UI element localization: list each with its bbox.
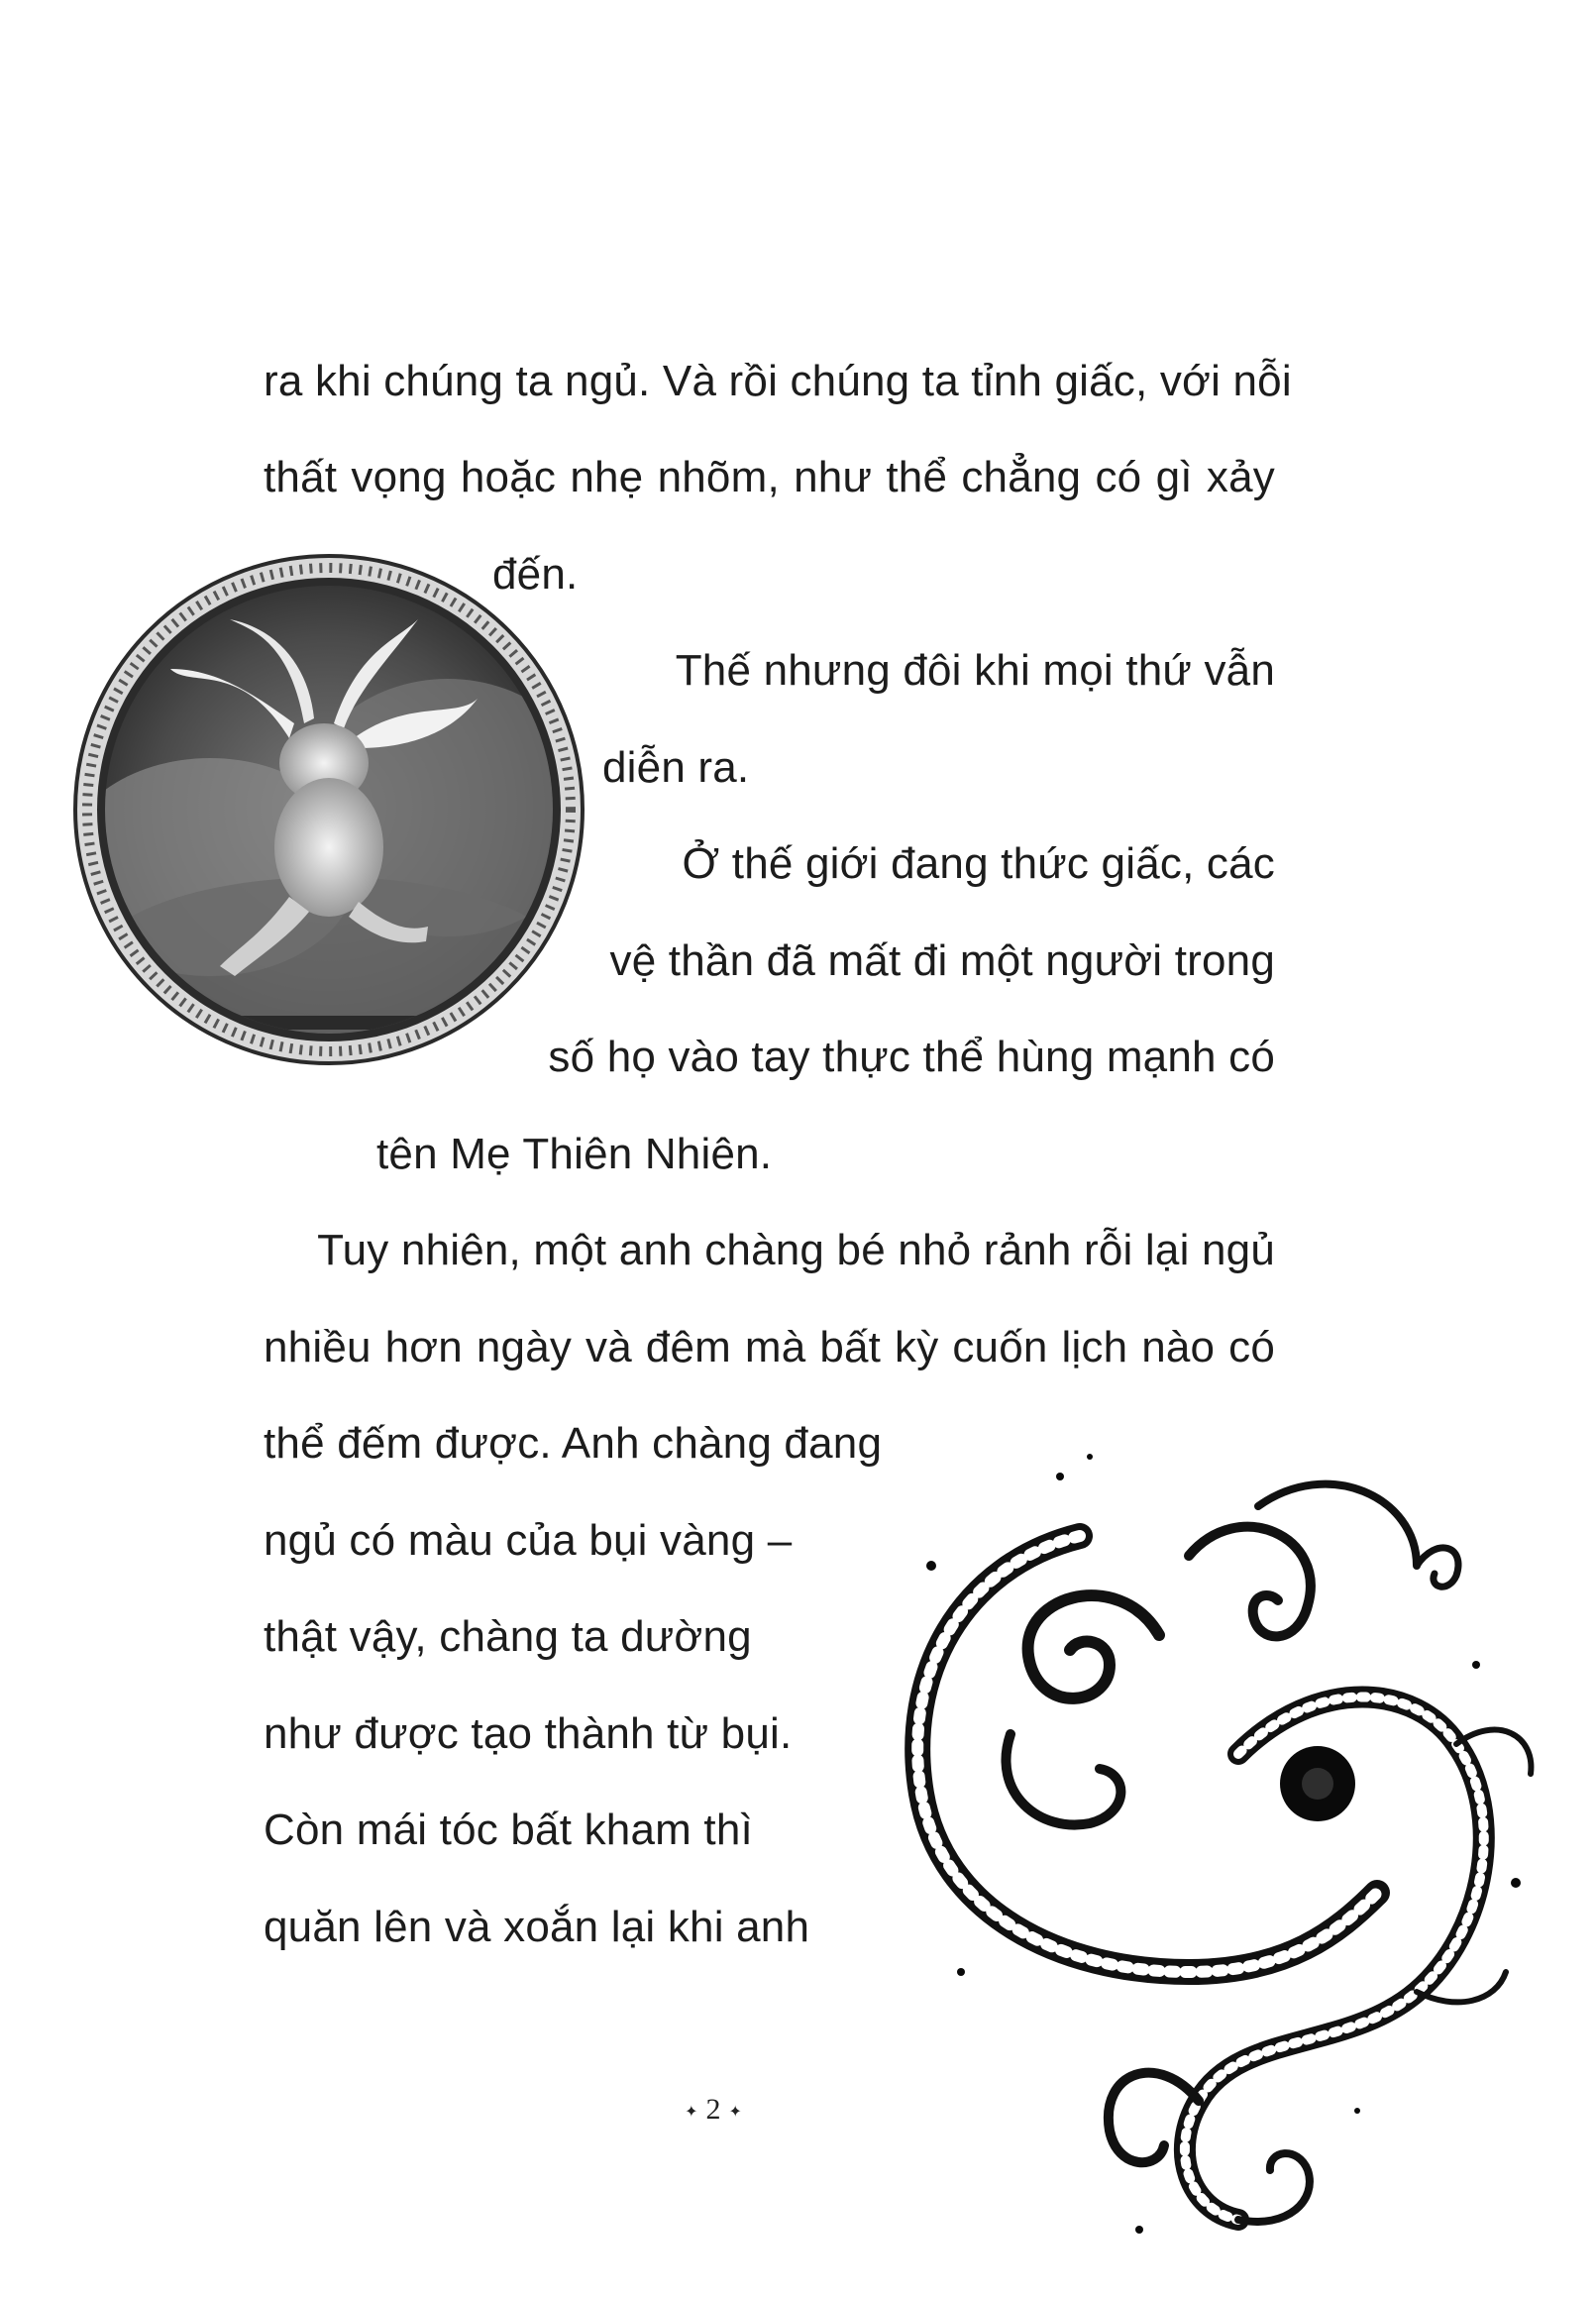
text-line: thật vậy, chàng ta dường [264, 1612, 752, 1661]
ink-swirl-illustration [862, 1417, 1555, 2279]
ornament-left-icon: ✦ [685, 2104, 698, 2122]
page-number [0, 2093, 1427, 2127]
ink-swirl-icon [862, 1417, 1555, 2279]
text-line: Thế nhưng đôi khi mọi thứ vẫn [675, 646, 1275, 695]
text-line: diễn ra. [602, 743, 750, 792]
page-number-value: 2 [705, 2093, 721, 2126]
text-line: như được tạo thành từ bụi. [264, 1709, 793, 1758]
text-line: đến. [492, 550, 579, 599]
text-line: nhiều hơn ngày và đêm mà bất kỳ cuốn lịch nào có [264, 1323, 1275, 1371]
text-line: số họ vào tay thực thể hùng mạnh có [548, 1033, 1275, 1081]
text-line: Còn mái tóc bất kham thì [264, 1806, 753, 1854]
text-line: quăn lên và xoắn lại khi anh [264, 1903, 810, 1951]
text-line: thể đếm được. Anh chàng đang [264, 1419, 883, 1468]
text-line: ra khi chúng ta ngủ. Và rồi chúng ta tỉnh giấc, với nỗi [264, 357, 1292, 405]
text-line: Ở thế giới đang thức giấc, các [682, 839, 1275, 888]
text-line: vệ thần đã mất đi một người trong [609, 936, 1275, 985]
text-line: tên Mẹ Thiên Nhiên. [376, 1130, 773, 1178]
text-line: thất vọng hoặc nhẹ nhõm, như thể chẳng có gì xảy [264, 453, 1275, 501]
sleeping-figure-medallion-illustration [61, 550, 596, 1065]
text-line: ngủ có màu của bụi vàng – [264, 1516, 793, 1565]
text-line: Tuy nhiên, một anh chàng bé nhỏ rảnh rỗi lại ngủ [317, 1226, 1275, 1274]
sleeping-sandman-medallion-icon [61, 550, 596, 1065]
ornament-right-icon: ✦ [728, 2104, 742, 2122]
